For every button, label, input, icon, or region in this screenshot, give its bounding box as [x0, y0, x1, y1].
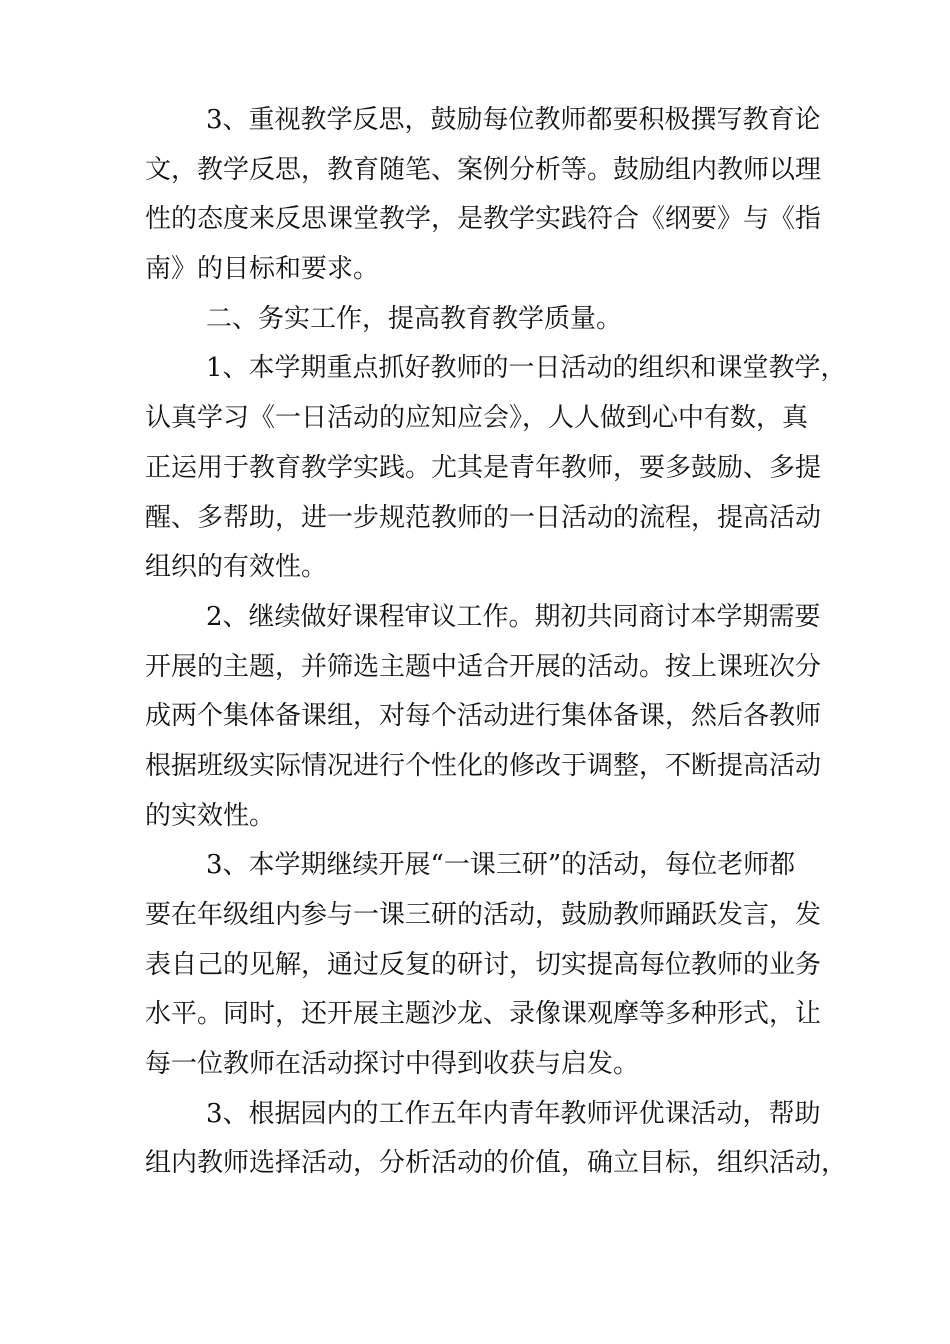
paragraph-line: 正运用于教育教学实践。尤其是青年教师，要多鼓励、多提	[145, 452, 822, 483]
paragraph-line: 开展的主题，并筛选主题中适合开展的活动。按上课班次分	[145, 651, 822, 682]
paragraph-line: 3、本学期继续开展“一课三研”的活动，每位老师都	[206, 850, 796, 881]
paragraph-line: 认真学习《一日活动的应知应会》，人人做到心中有数，真	[145, 403, 809, 434]
paragraph-line: 每一位教师在活动探讨中得到收获与启发。	[145, 1049, 640, 1080]
paragraph-line: 的实效性。	[145, 800, 276, 831]
paragraph-line: 根据班级实际情况进行个性化的修改于调整，不断提高活动	[145, 750, 822, 781]
paragraph-line: 南》的目标和要求。	[145, 254, 380, 285]
paragraph-line: 3、根据园内的工作五年内青年教师评优课活动，帮助	[206, 1098, 821, 1129]
paragraph-line: 1、本学期重点抓好教师的一日活动的组织和课堂教学，	[206, 353, 847, 384]
paragraph-line: 性的态度来反思课堂教学，是教学实践符合《纲要》与《指	[145, 204, 822, 235]
paragraph-line: 组内教师选择活动，分析活动的价值，确立目标，组织活动，	[145, 1148, 848, 1179]
paragraph-line: 2、继续做好课程审议工作。期初共同商讨本学期需要	[206, 601, 821, 632]
paragraph-line: 表自己的见解，通过反复的研讨，切实提高每位教师的业务	[145, 949, 822, 980]
paragraph-line: 水平。同时，还开展主题沙龙、录像课观摩等多种形式，让	[145, 999, 822, 1030]
paragraph-line: 醒、多帮助，进一步规范教师的一日活动的流程，提高活动	[145, 502, 822, 533]
paragraph-line: 成两个集体备课组，对每个活动进行集体备课，然后各教师	[145, 701, 822, 732]
paragraph-line: 组织的有效性。	[145, 552, 328, 583]
document-body	[145, 96, 848, 1189]
paragraph-line: 文，教学反思，教育随笔、案例分析等。鼓励组内教师以理	[145, 154, 822, 185]
paragraph-line: 3、重视教学反思，鼓励每位教师都要积极撰写教育论	[206, 105, 821, 135]
paragraph-line: 要在年级组内参与一课三研的活动，鼓励教师踊跃发言，发	[145, 900, 822, 930]
section-heading: 二、务实工作，提高教育教学质量。	[206, 303, 623, 334]
